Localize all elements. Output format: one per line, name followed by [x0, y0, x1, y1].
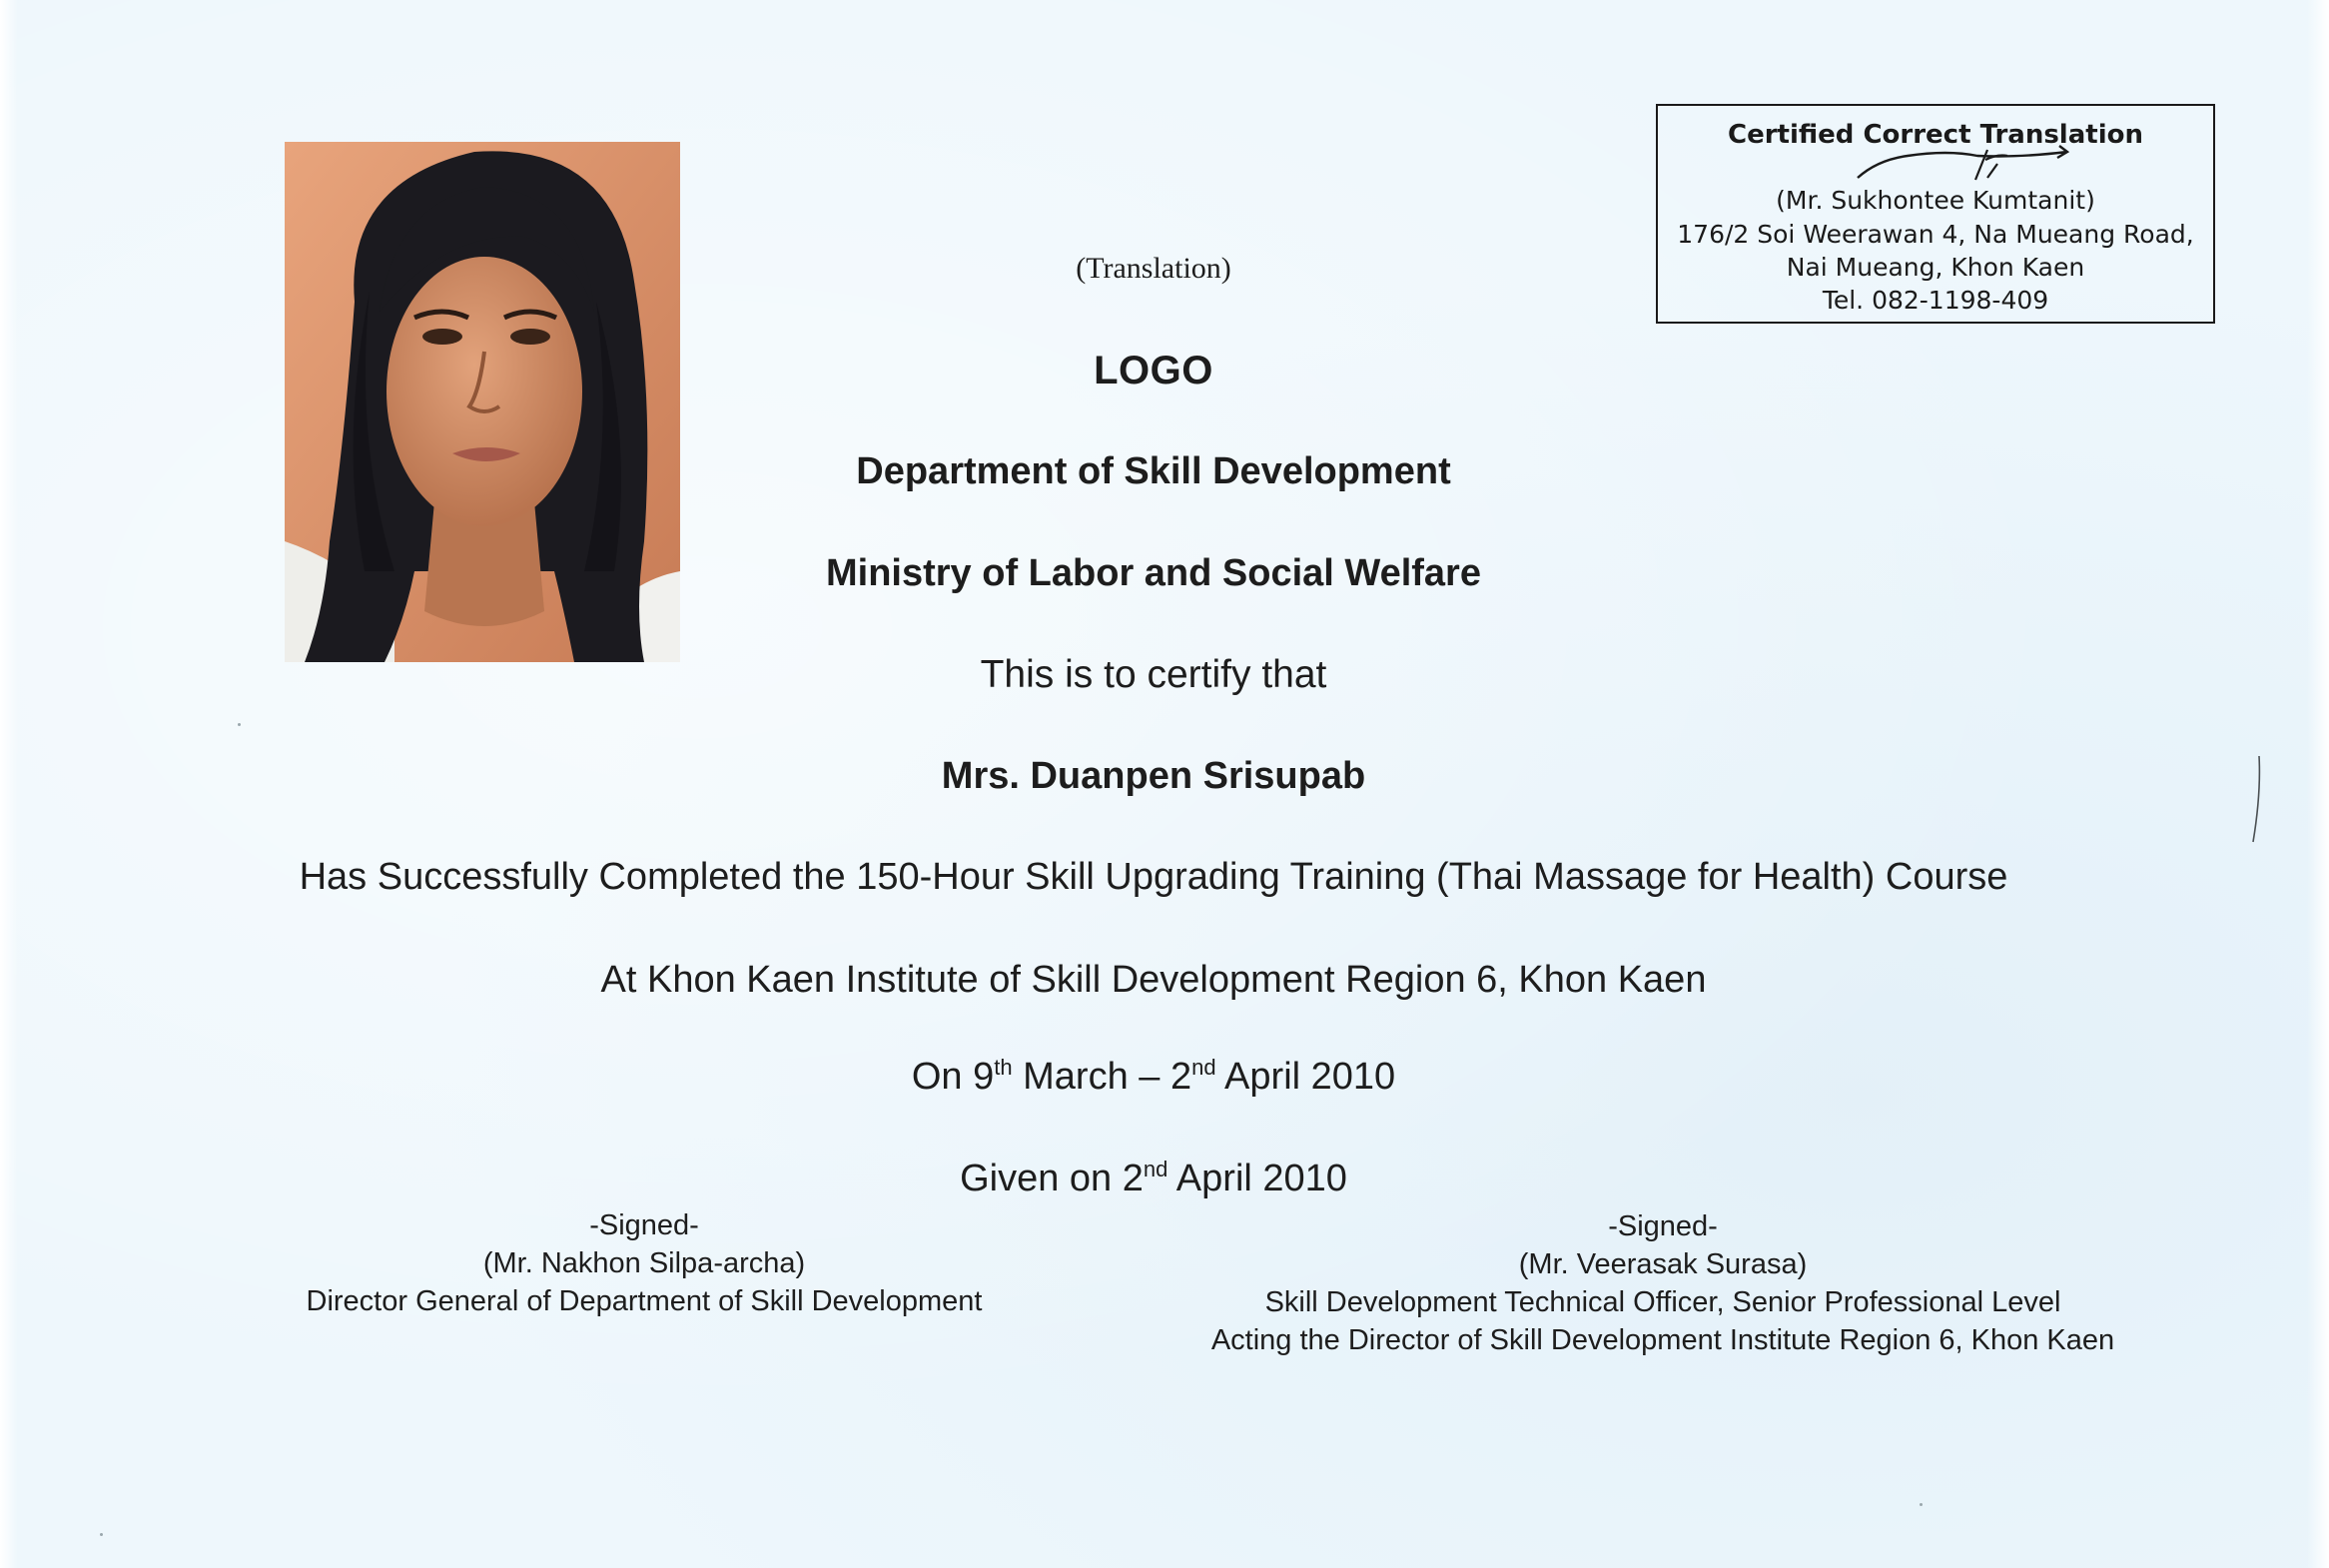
signature-block-left: [280, 1206, 1009, 1320]
institute-statement: At Khon Kaen Institute of Skill Development Region 6, Khon Kaen: [600, 959, 1707, 1001]
left-signer-title: Director General of Department of Skill Development: [306, 1285, 983, 1317]
dates-prefix: On 9: [911, 1056, 995, 1098]
ministry-name: Ministry of Labor and Social Welfare: [826, 552, 1481, 594]
paper-edge-left: [0, 0, 18, 1568]
given-date: [554, 1158, 1753, 1200]
course-statement: Has Successfully Completed the 150-Hour Skill Upgrading Training (Thai Massage for Health) Course: [299, 856, 2008, 898]
logo-placeholder: LOGO: [1094, 349, 1213, 392]
signature-block-right: [1188, 1207, 2137, 1359]
paper-edge-right: [2307, 0, 2329, 1568]
dates-middle: March – 2: [1012, 1056, 1192, 1098]
right-signer-name: (Mr. Veerasak Surasa): [1518, 1248, 1808, 1280]
dates-suffix: April 2010: [1215, 1056, 1396, 1098]
left-signed-label: -Signed-: [589, 1209, 699, 1241]
certified-translation-stamp: [1656, 104, 2215, 324]
dates-sup-2: nd: [1191, 1055, 1216, 1080]
scan-speck: [1920, 1503, 1923, 1506]
scan-speck: [100, 1533, 103, 1536]
given-prefix: Given on 2: [960, 1158, 1144, 1199]
translation-label: (Translation): [1076, 252, 1231, 285]
right-signer-title-1: Skill Development Technical Officer, Senior Professional Level: [1264, 1286, 2061, 1318]
recipient-name: Mrs. Duanpen Srisupab: [941, 755, 1366, 797]
scan-scratch-mark: [2251, 754, 2263, 844]
scan-speck: [238, 723, 241, 726]
training-dates: [554, 1056, 1753, 1099]
stamp-telephone: Tel. 082-1198-409: [1822, 286, 2049, 315]
stamp-address-line-2: Nai Mueang, Khon Kaen: [1786, 253, 2085, 282]
given-suffix: April 2010: [1167, 1158, 1347, 1199]
certify-statement: This is to certify that: [980, 653, 1327, 696]
stamp-address-line-1: 176/2 Soi Weerawan 4, Na Mueang Road,: [1677, 220, 2194, 249]
dates-sup-1: th: [994, 1055, 1013, 1080]
given-sup: nd: [1143, 1157, 1168, 1181]
stamp-title: Certified Correct Translation: [1728, 120, 2143, 150]
right-signer-title-2: Acting the Director of Skill Development Institute Region 6, Khon Kaen: [1210, 1324, 2115, 1356]
right-signed-label: -Signed-: [1608, 1210, 1718, 1242]
stamp-translator: (Mr. Sukhontee Kumtanit): [1776, 186, 2095, 215]
left-signer-name: (Mr. Nakhon Silpa-archa): [482, 1247, 806, 1279]
department-name: Department of Skill Development: [856, 450, 1451, 492]
